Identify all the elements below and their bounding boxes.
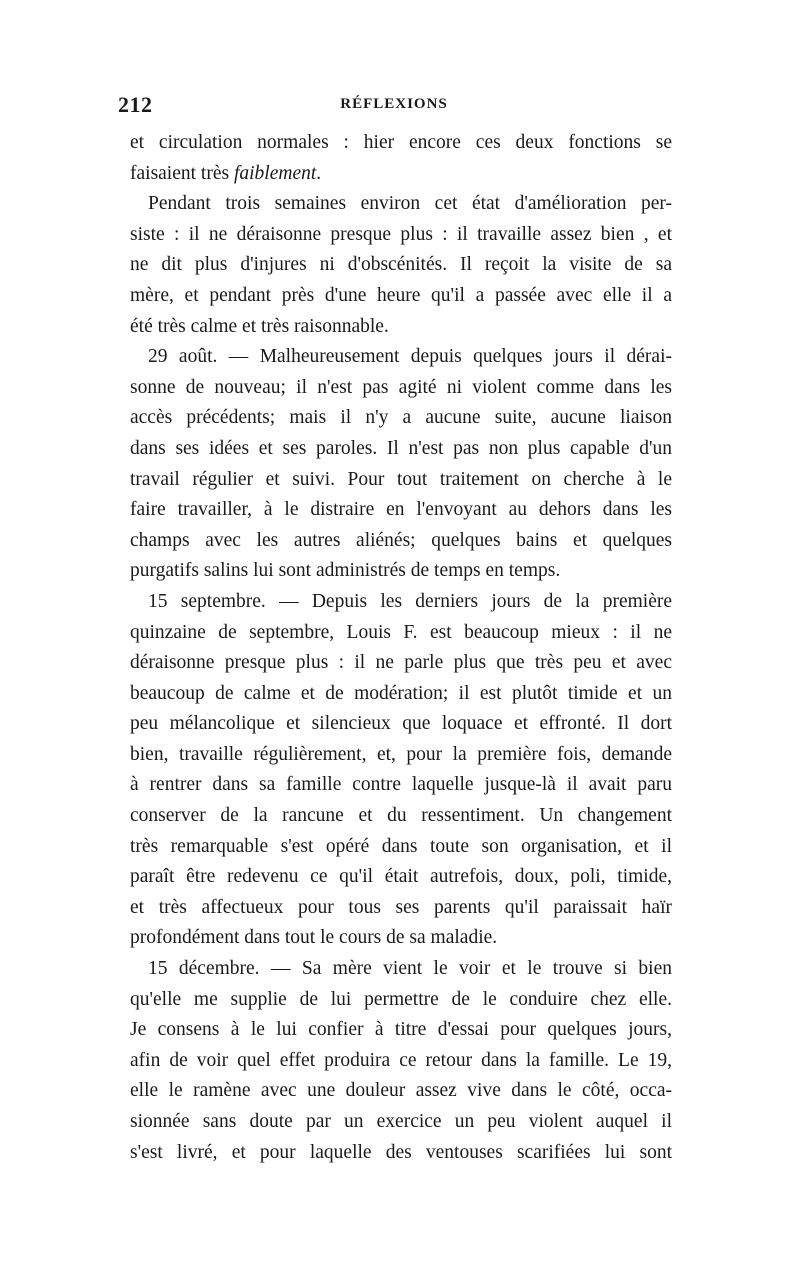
text-line: conserver de la rancune et du ressentiment. Un changement — [130, 805, 672, 827]
text-line: purgatifs salins lui sont administrés de temps en temps. — [130, 560, 561, 582]
text-line: et très affectueux pour tous ses parents qu'il paraissait haïr — [130, 896, 672, 918]
text-line: ne dit plus d'injures ni d'obscénités. Il reçoit la visite de sa — [130, 254, 672, 276]
text-line: faire travailler, à le distraire en l'envoyant au dehors dans les — [130, 499, 672, 521]
text-line: sonne de nouveau; il n'est pas agité ni violent comme dans les — [130, 376, 672, 398]
text-line: déraisonne presque plus : il ne parle plus que très peu et avec — [130, 652, 672, 674]
paragraph-start-line: 29 août. — Malheureusement depuis quelques jours il dérai- — [148, 346, 672, 368]
page-number: 212 — [118, 92, 153, 117]
text-line: à rentrer dans sa famille contre laquelle jusque-là il avait paru — [130, 774, 672, 796]
text-line-start: faisaient très — [130, 162, 234, 184]
text-line: siste : il ne déraisonne presque plus : il travaille assez bien , et — [130, 223, 672, 245]
text-line-end: . — [316, 162, 322, 184]
text-line: paraît être redevenu ce qu'il était autrefois, doux, poli, timide, — [130, 866, 672, 888]
text-line — [130, 159, 672, 190]
text-line: été très calme et très raisonnable. — [130, 315, 389, 337]
emphasized-word: faiblement — [233, 162, 317, 184]
text-line: peu mélancolique et silencieux que loquace et effronté. Il dort — [130, 713, 672, 735]
text-line: très remarquable s'est opéré dans toute son organisation, et il — [130, 835, 672, 857]
page-header — [118, 92, 670, 122]
text-line: dans ses idées et ses paroles. Il n'est pas non plus capable d'un — [130, 437, 672, 459]
running-head: RÉFLEXIONS — [340, 96, 448, 112]
text-line: Je consens à le lui confier à titre d'essai pour quelques jours, — [130, 1019, 672, 1041]
text-line: quinzaine de septembre, Louis F. est beaucoup mieux : il ne — [130, 621, 672, 643]
text-line: travail régulier et suivi. Pour tout traitement on cherche à le — [130, 468, 672, 490]
text-line: et circulation normales : hier encore ces deux fonctions se — [130, 132, 672, 153]
text-line: sionnée sans doute par un exercice un peu violent auquel il — [130, 1111, 672, 1132]
text-line: bien, travaille régulièrement, et, pour la première fois, demande — [130, 743, 672, 765]
paragraph-start-line: 15 décembre. — Sa mère vient le voir et le trouve si bien — [148, 958, 672, 980]
text-line: mère, et pendant près d'une heure qu'il a passée avec elle il a — [130, 284, 672, 306]
paragraph-start-line: 15 septembre. — Depuis les derniers jours de la première — [148, 590, 672, 612]
text-line: profondément dans tout le cours de sa maladie. — [130, 927, 498, 949]
text-line: elle le ramène avec une douleur assez vive dans le côté, occa- — [130, 1080, 672, 1102]
text-line: beaucoup de calme et de modération; il est plutôt timide et un — [130, 682, 672, 704]
body-text — [130, 128, 672, 1168]
text-line: afin de voir quel effet produira ce retour dans la famille. Le 19, — [130, 1049, 672, 1071]
text-line: champs avec les autres aliénés; quelques bains et quelques — [130, 529, 672, 551]
paragraph-start-line: Pendant trois semaines environ cet état d'amélioration per- — [148, 193, 672, 215]
text-line: s'est livré, et pour laquelle des ventouses scarifiées lui sont — [130, 1141, 672, 1163]
text-line: qu'elle me supplie de lui permettre de le conduire chez elle. — [130, 988, 672, 1010]
text-line: accès précédents; mais il n'y a aucune suite, aucune liaison — [130, 407, 672, 429]
